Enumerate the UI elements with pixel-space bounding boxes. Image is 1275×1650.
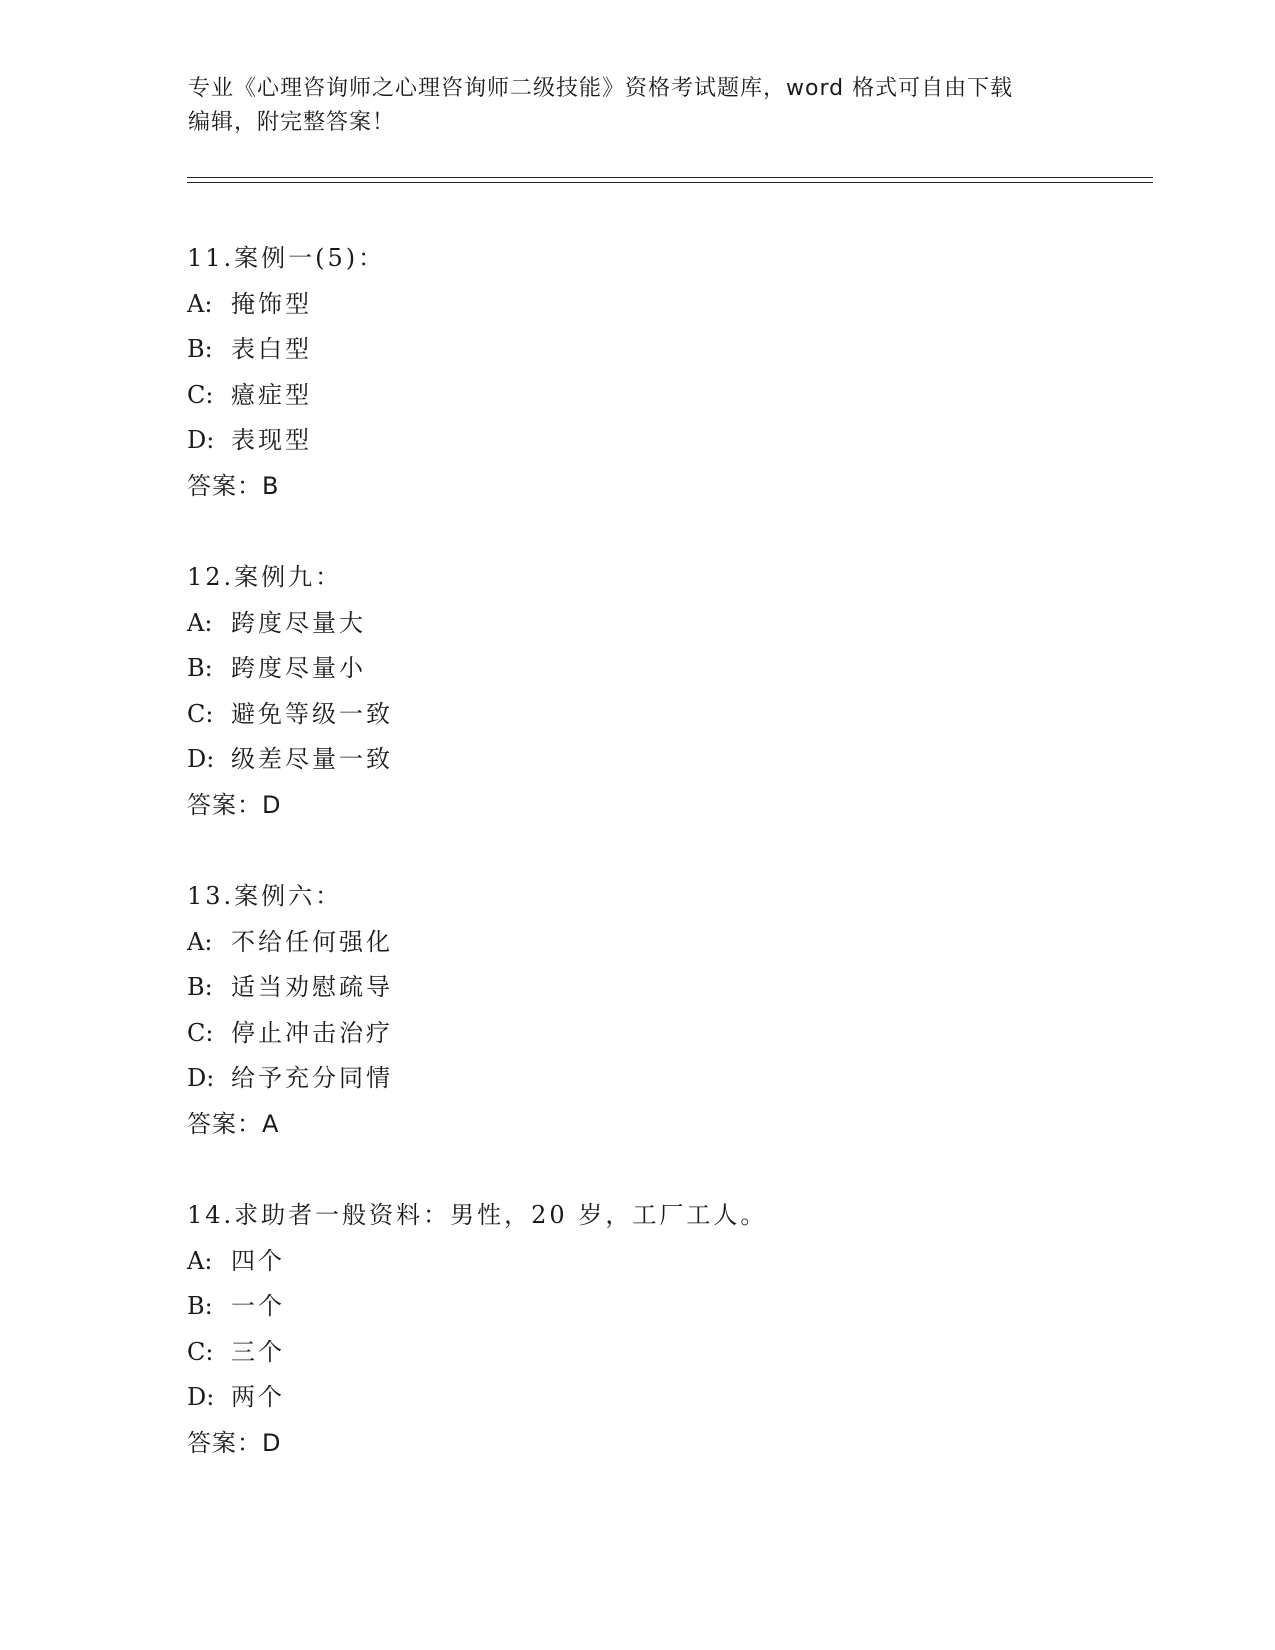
document-header: [188, 72, 1088, 140]
option-b: [187, 327, 1137, 373]
question-title: 12.案例九：: [187, 563, 343, 591]
option-text: 表白型: [231, 335, 312, 363]
answer-line: 答案：D: [187, 1428, 282, 1457]
header-line-2: 编辑，附完整答案！: [188, 110, 396, 135]
option-b: [187, 965, 1137, 1011]
option-b: [187, 1284, 1137, 1330]
option-text: 三个: [231, 1337, 285, 1366]
option-c: [187, 373, 1137, 419]
option-letter: A:: [187, 1246, 213, 1275]
header-divider-bottom: [187, 182, 1153, 183]
option-letter: B:: [187, 654, 213, 682]
option-text: 不给任何强化: [231, 927, 393, 956]
option-letter: C:: [187, 1337, 214, 1366]
option-text: 给予充分同情: [231, 1064, 393, 1092]
question-title: 13.案例六：: [187, 882, 343, 910]
answer-line: 答案：A: [187, 1109, 280, 1138]
option-letter: B:: [187, 1292, 213, 1320]
option-letter: A:: [187, 289, 213, 318]
option-text: 跨度尽量大: [231, 608, 366, 637]
option-letter: B:: [187, 973, 213, 1001]
option-text: 掩饰型: [231, 289, 312, 318]
option-a: [187, 282, 1137, 328]
option-text: 避免等级一致: [231, 699, 393, 728]
option-letter: C:: [187, 380, 214, 409]
header-divider-top: [187, 177, 1153, 178]
option-letter: C:: [187, 1018, 214, 1047]
option-letter: D:: [187, 745, 215, 773]
option-text: 跨度尽量小: [231, 654, 366, 682]
question-block: [187, 1193, 1137, 1466]
question-title: 11.案例一(5)：: [187, 244, 386, 272]
option-a: [187, 1239, 1137, 1285]
question-title: 14.求助者一般资料：男性，20 岁，工厂工人。: [187, 1201, 768, 1229]
option-text: 适当劝慰疏导: [231, 973, 393, 1001]
option-letter: D:: [187, 1383, 215, 1411]
option-d: [187, 1056, 1137, 1102]
option-b: [187, 646, 1137, 692]
option-a: [187, 601, 1137, 647]
option-letter: B:: [187, 335, 213, 363]
option-text: 一个: [231, 1292, 285, 1320]
option-letter: C:: [187, 699, 214, 728]
option-letter: D:: [187, 1064, 215, 1092]
option-d: [187, 1375, 1137, 1421]
option-text: 停止冲击治疗: [231, 1018, 393, 1047]
option-c: [187, 1011, 1137, 1057]
option-c: [187, 692, 1137, 738]
option-c: [187, 1330, 1137, 1376]
option-text: 癔症型: [231, 380, 312, 409]
answer-line: 答案：D: [187, 790, 282, 819]
header-line-1: 专业《心理咨询师之心理咨询师二级技能》资格考试题库，word 格式可自由下载: [188, 76, 1014, 101]
option-letter: D:: [187, 426, 215, 454]
question-block: [187, 874, 1137, 1147]
option-d: [187, 737, 1137, 783]
option-letter: A:: [187, 927, 213, 956]
option-text: 级差尽量一致: [231, 745, 393, 773]
option-d: [187, 418, 1137, 464]
option-text: 两个: [231, 1383, 285, 1411]
question-block: [187, 236, 1137, 509]
option-text: 表现型: [231, 426, 312, 454]
option-text: 四个: [231, 1246, 285, 1275]
answer-line: 答案：B: [187, 471, 280, 500]
question-block: [187, 555, 1137, 828]
option-letter: A:: [187, 608, 213, 637]
option-a: [187, 920, 1137, 966]
